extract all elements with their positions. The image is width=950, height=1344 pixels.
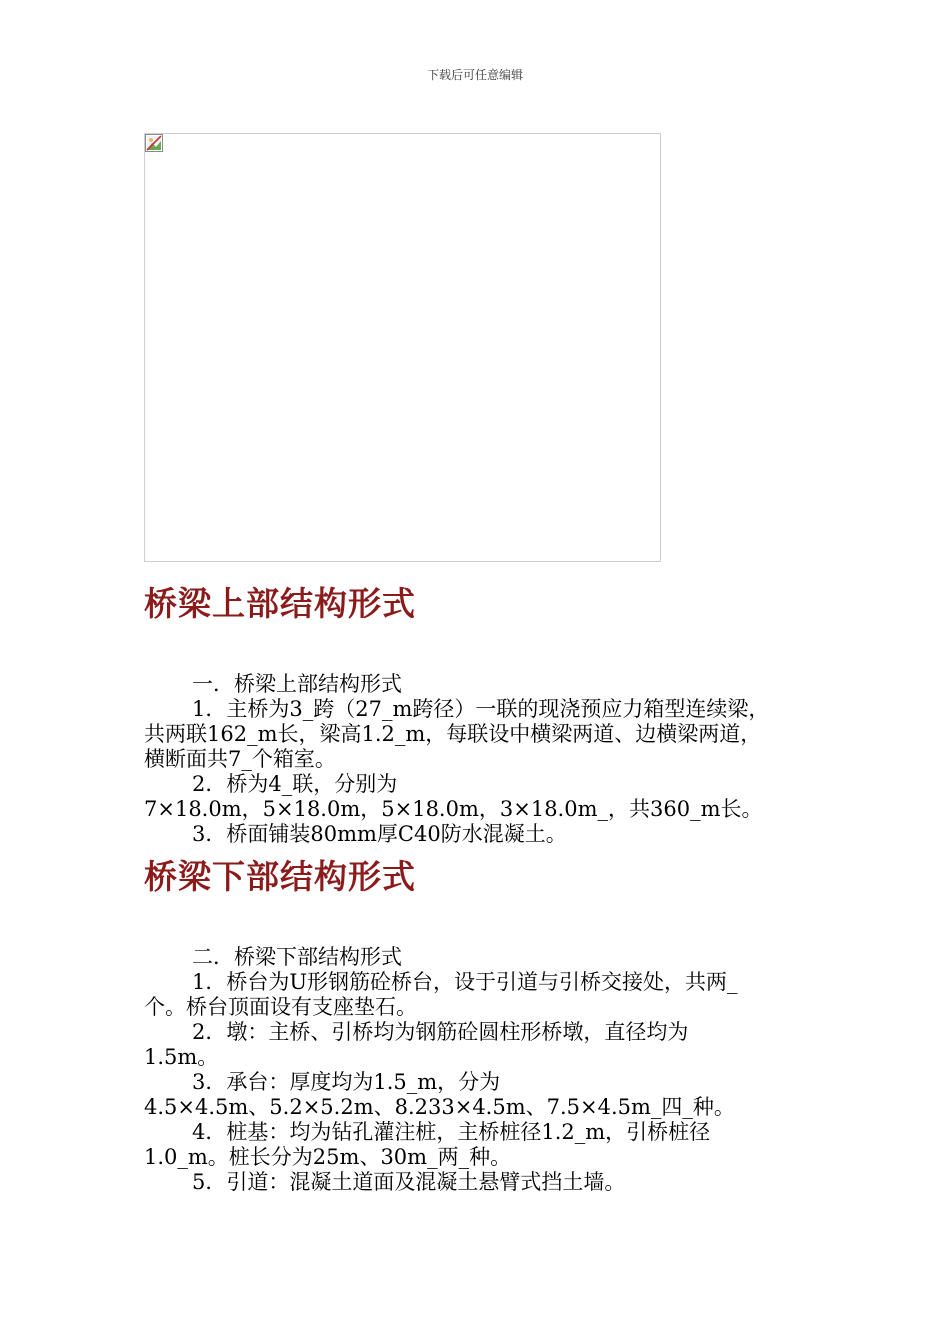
section2-line-4: 2．墩：主桥、引桥均为钢筋砼圆柱形桥墩，直径均为 <box>192 1020 689 1044</box>
section2-line-8: 4．桩基：均为钻孔灌注桩，主桥桩径1.2_m，引桥桩径 <box>192 1120 711 1144</box>
section2-heading: 桥梁下部结构形式 <box>144 857 416 896</box>
section1-heading: 桥梁上部结构形式 <box>144 584 416 623</box>
section2-line-6: 3．承台：厚度均为1.5_m，分为 <box>192 1070 501 1094</box>
section2-line-1: 二．桥梁下部结构形式 <box>192 945 402 969</box>
section1-line-3: 共两联162_m长，梁高1.2_m，每联设中横梁两道、边横梁两道， <box>144 722 762 746</box>
section1-line-5: 2．桥为4_联，分别为 <box>192 772 398 796</box>
section2-line-5: 1.5m。 <box>144 1045 219 1069</box>
section2-body <box>144 945 824 1195</box>
section1-body <box>144 672 824 847</box>
section2-line-9: 1.0_m。桩长分为25m、30m_两_种。 <box>144 1145 512 1169</box>
section2-line-7: 4.5×4.5m、5.2×5.2m、8.233×4.5m、7.5×4.5m_四_种。 <box>144 1095 735 1119</box>
section1-line-2: 1．主桥为3_跨（27_m跨径）一联的现浇预应力箱型连续梁， <box>192 697 770 721</box>
section2-line-2: 1．桥台为U形钢筋砼桥台，设于引道与引桥交接处，共两_ <box>192 970 738 994</box>
section1-line-1: 一．桥梁上部结构形式 <box>192 672 402 696</box>
broken-image-icon <box>145 134 163 152</box>
image-placeholder <box>144 133 661 562</box>
section2-line-10: 5．引道：混凝土道面及混凝土悬臂式挡土墙。 <box>192 1170 626 1194</box>
header-note: 下载后可任意编辑 <box>426 68 523 82</box>
section1-line-4: 横断面共7_个箱室。 <box>144 747 336 771</box>
section2-line-3: 个。桥台顶面设有支座垫石。 <box>144 995 417 1019</box>
section1-line-7: 3．桥面铺装80mm厚C40防水混凝土。 <box>192 822 567 846</box>
section1-line-6: 7×18.0m，5×18.0m，5×18.0m，3×18.0m_，共360_m长。 <box>144 797 763 821</box>
